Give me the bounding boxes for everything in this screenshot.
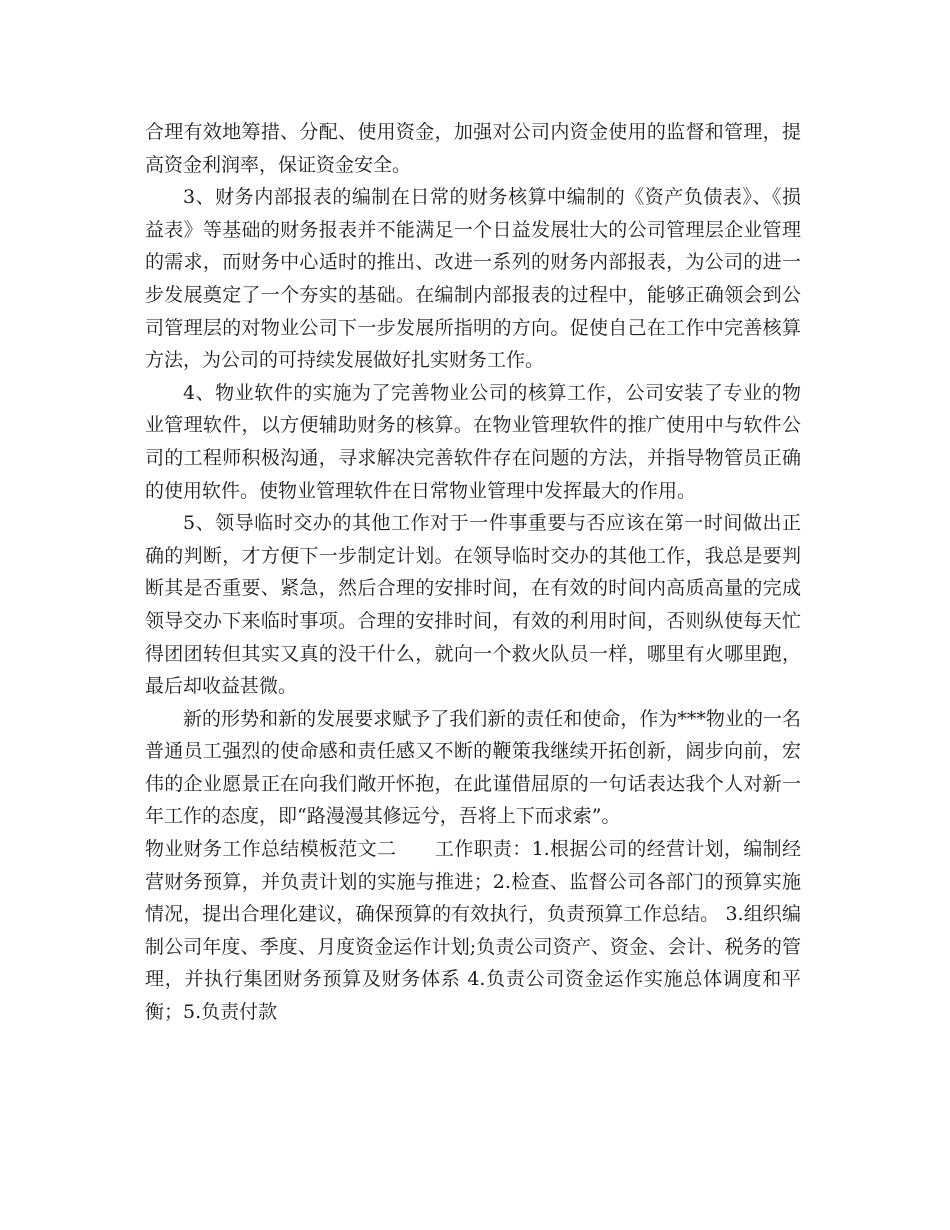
- paragraph-2: 3、财务内部报表的编制在日常的财务核算中编制的《资产负债表》、《损益表》等基础的财务报表并不能满足一个日益发展壮大的公司管理层企业管理的需求，而财务中心适时的推出、改进一系列的财务内部报表，为公司的进一步发展奠定了一个夯实的基础。在编制内部报表的过程中，能够正确领会到公司管理层的对物业公司下一步发展所指明的方向。促使自己在工作中完善核算方法，为公司的可持续发展做好扎实财务工作。: [145, 186, 801, 372]
- paragraph-4: 5、领导临时交办的其他工作对于一件事重要与否应该在第一时间做出正确的判断，才方便下一步制定计划。在领导临时交办的其他工作，我总是要判断其是否重要、紧急，然后合理的安排时间，在有效的时间内高质高量的完成领导交办下来临时事项。合理的安排时间，有效的利用时间，否则纵使每天忙得团团转但其实又真的没干什么，就向一个救火队员一样，哪里有火哪里跑，最后却收益甚微。: [145, 512, 801, 698]
- document-page: [145, 116, 801, 1029]
- paragraph-6: 物业财务工作总结模板范文二 工作职责：1.根据公司的经营计划，编制经营财务预算，并负责计划的实施与推进；2.检查、监督公司各部门的预算实施情况，提出合理化建议，确保预算的有效执行，负责预算工作总结。 3.组织编制公司年度、季度、月度资金运作计划;负责公司资产、资金、会计、税务的管理，并执行集团财务预算及财务体系 4.负责公司资金运作实施总体调度和平衡；5.负责付款: [145, 838, 801, 1024]
- paragraph-3: 4、物业软件的实施为了完善物业公司的核算工作，公司安装了专业的物业管理软件，以方便辅助财务的核算。在物业管理软件的推广使用中与软件公司的工程师积极沟通，寻求解决完善软件存在问题的方法，并指导物管员正确的使用软件。使物业管理软件在日常物业管理中发挥最大的作用。: [145, 381, 801, 502]
- paragraph-1: 合理有效地筹措、分配、使用资金，加强对公司内资金使用的监督和管理，提高资金利润率，保证资金安全。: [145, 121, 801, 176]
- paragraph-5: 新的形势和新的发展要求赋予了我们新的责任和使命，作为***物业的一名普通员工强烈的使命感和责任感又不断的鞭策我继续开拓创新，阔步向前，宏伟的企业愿景正在向我们敞开怀抱，在此谨借屈原的一句话表达我个人对新一年工作的态度，即“路漫漫其修远兮，吾将上下而求索”。: [145, 707, 801, 828]
